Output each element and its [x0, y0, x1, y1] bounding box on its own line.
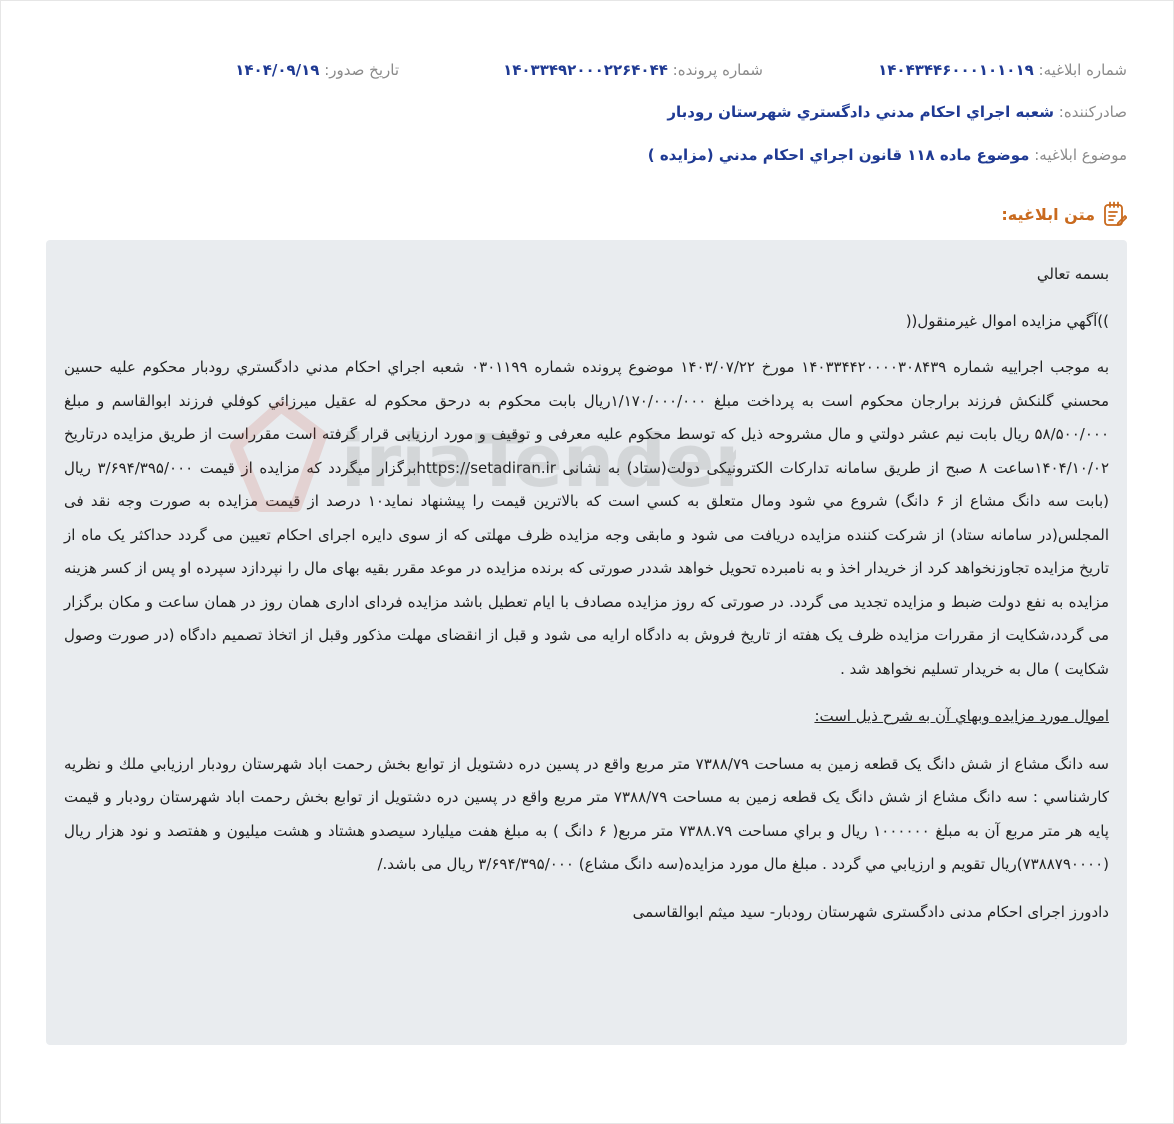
subject-value: موضوع ماده ۱۱۸ قانون اجراي احكام مدني (مزايده ): [647, 146, 1030, 164]
issuer-label: صادرکننده:: [1058, 103, 1127, 121]
issue-date-value: ۱۴۰۴/۰۹/۱۹: [235, 61, 320, 79]
notification-number: [878, 59, 1127, 81]
notice-signature: دادورز اجرای احکام مدنی دادگستری شهرستان رودبار- سید میثم ابوالقاسمی: [632, 902, 1109, 921]
notice-section-title: [1001, 201, 1127, 227]
issue-date: [235, 59, 399, 81]
notice-items-description: سه دانگ مشاع از شش دانگ یک قطعه زمین به مساحت ۷۳۸۸/۷۹ متر مربع واقع در پسین دره دشتویل از توابع بخش رحمت اباد شهرستان رودبار ارزيابي ملك و نظريه كارشناسي : سه دانگ مشاع از شش دانگ یک قطعه زمین به مساحت ۷۳۸۸/۷۹ متر مربع واقع در پسین دره دشتویل از توابع بخش رحمت اباد شهرستان رودبار و قیمت پایه هر متر مربع آن به مبلغ ۱۰۰۰۰۰۰ ريال و براي مساحت ۷۳۸۸.۷۹ متر مربع( ۶ دانگ ) به مبلغ هفت ميليارد سيصدو هشتاد و هشت ميليون و هفتصد و نود هزار ريال (۷۳۸۸۷۹۰۰۰۰)ريال تقويم و ارزيابي مي گردد . مبلغ مال مورد مزایده(سه دانگ مشاع) ۳/۶۹۴/۳۹۵/۰۰۰ ریال می باشد./: [64, 754, 1109, 873]
meta-row-issuer: [47, 101, 1127, 123]
notice-text-box: [46, 240, 1127, 1045]
notepad-icon: [1103, 201, 1127, 227]
case-number: [503, 59, 763, 81]
notice-title: ))آگهي مزايده اموال غيرمنقول((: [905, 311, 1109, 330]
notice-bismillah: بسمه تعالي: [1036, 265, 1109, 283]
subject-label: موضوع ابلاغیه:: [1034, 146, 1127, 164]
notification-number-value: ۱۴۰۴۳۴۴۶۰۰۰۱۰۱۰۱۹: [878, 61, 1034, 79]
meta-row-subject: [47, 144, 1127, 166]
notice-items-heading: اموال مورد مزايده وبهاي آن به شرح ذيل است:: [814, 707, 1109, 725]
issuer-value: شعبه اجراي احكام مدني دادگستري شهرستان رودبار: [667, 103, 1054, 121]
case-number-value: ۱۴۰۳۳۴۹۲۰۰۰۲۲۶۴۰۴۴: [503, 61, 668, 79]
notice-body: به موجب اجراييه شماره ۱۴۰۳۳۴۴۲۰۰۰۰۳۰۸۴۳۹ مورخ ۱۴۰۳/۰۷/۲۲ موضوع پرونده شماره ۰۳۰۱۱۹۹ شعبه اجراي احكام مدني دادگستري رودبار محكوم عليه حسين محسني گلنكش فرزند برارجان محكوم است به پرداخت مبلغ ۱/۱۷۰/۰۰۰/۰۰۰ریال بابت محكوم به درحق محكوم له عقيل ميرزائي كوفلي فرزند ابوالقاسم و مبلغ ۵۸/۵۰۰/۰۰۰ ريال بابت نيم عشر دولتي و مال مشروحه ذیل که توسط محکوم علیه معرفی و توقیف و مورد ارزیابی قرار گرفته است مقرراست از طريق مزايده درتاريخ ۱۴۰۴/۱۰/۰۲ساعت ۸ صبح از طریق سامانه تدارکات الکترونیکی دولت(ستاد) به نشانی https://setadiran.irبرگزار ميگردد كه مزايده از قيمت ۳/۶۹۴/۳۹۵/۰۰۰ ريال (بابت سه دانگ مشاع از ۶ دانگ) شروع مي شود ومال متعلق به كسي است كه بالاترين قيمت را پيشنهاد نمايد۱۰ درصد از قيمت مزايده به صورت وجه نقد فی المجلس(در سامانه ستاد) از شرکت کننده مزایده دریافت می شود و مابقی وجه مزایده ظرف مهلتی که از سوی دایره اجرای احکام تعیین می گردد حداکثر یک ماه از تاریخ مزایده تجاوزنخواهد کرد از خریدار اخذ و به نامبرده تحویل خواهد شددر صورتی که برنده مزایده در موعد مقرر بقیه بهای مال را نپردازد سپرده او پس از کسر هزینه مزایده به نفع دولت ضبط و مزایده تجدید می گردد. در صورتی که روز مزایده مصادف با ایام تعطیل باشد مزایده فردای اداری همان روز در همان ساعت و مکان برگزار می گردد،شکایت از مقررات مزایده ظرف یک هفته از تاریخ فروش به دادگاه ارایه می شود و قبل از انقضای مهلت مذکور وقبل از اتخاذ تصمیم دادگاه (در صورت وصول شکایت ) مال به خریدار تسلیم نخواهد شد .: [64, 358, 1110, 678]
issue-date-label: تاریخ صدور:: [324, 61, 399, 79]
notification-number-label: شماره ابلاغیه:: [1038, 61, 1127, 79]
case-number-label: شماره پرونده:: [672, 61, 763, 79]
section-title-text: متن ابلاغیه:: [1001, 204, 1095, 224]
